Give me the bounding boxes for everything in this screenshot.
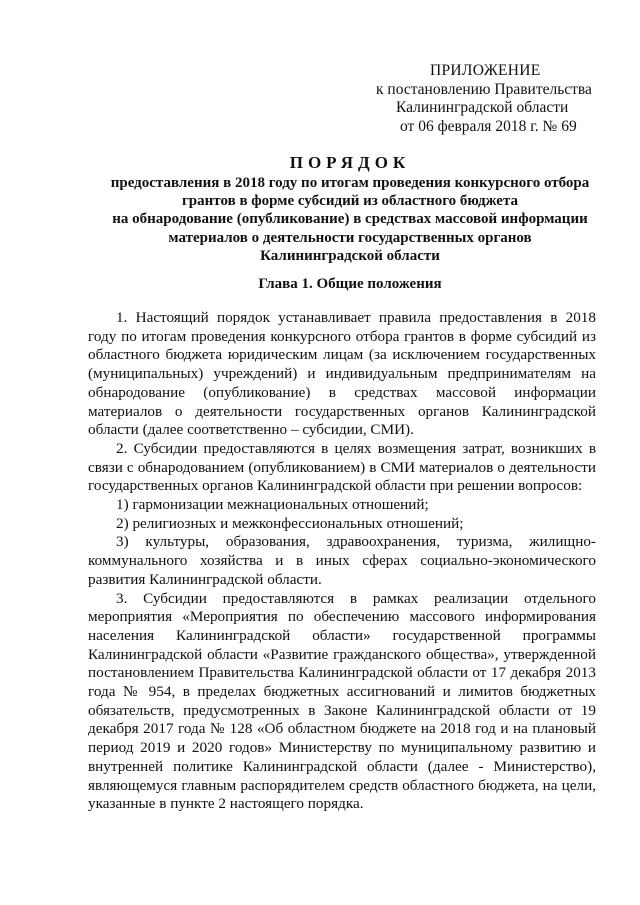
subtitle-line: на обнародование (опубликование) в средствах массовой информации — [112, 211, 588, 228]
document-body — [88, 309, 596, 814]
document-title-block — [60, 152, 640, 265]
subtitle-line: грантов в форме субсидий из областного бюджета — [182, 193, 518, 210]
subtitle-line: предоставления в 2018 году по итогам проведения конкурсного отбора — [110, 175, 590, 191]
appendix-header — [340, 62, 610, 136]
paragraph-1: 1. Настоящий порядок устанавливает правила предоставления в 2018 году по итогам проведения конкурсного отбора грантов в форме субсидий из областного бюджета юридическим лицам (за исключением государственных (муниципальных) учреждений) и индивидуальным предпринимателям на обнародование (опубликование) в средствах массовой информации материалов о деятельности государственных органов Калининградской области (далее соответственно – субсидии, СМИ). — [88, 309, 596, 439]
appendix-label: ПРИЛОЖЕНИЕ — [430, 62, 541, 79]
paragraph-3: 3. Субсидии предоставляются в рамках реализации отдельного мероприятия «Мероприятия по обеспечению массового информирования населения Калининградской области» государственной программы Калининградской области «Развитие гражданского общества», утвержденной постановлением Правительства Калининградской области от 17 декабря 2013 года № 954, в пределах бюджетных ассигнований и лимитов бюджетных обязательств, предусмотренных в Законе Калининградской области от 19 декабря 2017 года № 128 «Об областном бюджете на 2018 год и на плановый период 2019 и 2020 годов» Министерству по муниципальному развитию и внутренней политике Калининградской области (далее - Министерство), являющемуся главным распорядителем средств областного бюджета, на цели, указанные в пункте 2 настоящего порядка. — [88, 589, 596, 813]
subtitle-line: материалов о деятельности государственных органов — [168, 229, 532, 246]
list-item-3: 3) культуры, образования, здравоохранения, туризма, жилищно-коммунального хозяйства и в иных сферах социально-экономического развития Калининградской области. — [88, 533, 596, 588]
chapter-heading: Глава 1. Общие положения — [258, 276, 442, 292]
appendix-region: Калининградской области — [396, 99, 569, 116]
subtitle-line: Калининградской области — [260, 247, 440, 264]
appendix-reference: к постановлению Правительства — [376, 80, 592, 98]
paragraph-2: 2. Субсидии предоставляются в целях возмещения затрат, возникших в связи с обнародованием (опубликованием) в СМИ материалов о деятельности государственных органов Калининградской области при решении вопросов: — [88, 439, 596, 495]
document-title: ПОРЯДОК — [289, 153, 411, 172]
appendix-date-number: от 06 февраля 2018 г. № 69 — [400, 117, 577, 135]
list-item-1: 1) гармонизации межнациональных отношений; — [116, 496, 429, 514]
list-item-2: 2) религиозных и межконфессиональных отношений; — [116, 514, 464, 532]
document-subtitle — [60, 174, 640, 265]
